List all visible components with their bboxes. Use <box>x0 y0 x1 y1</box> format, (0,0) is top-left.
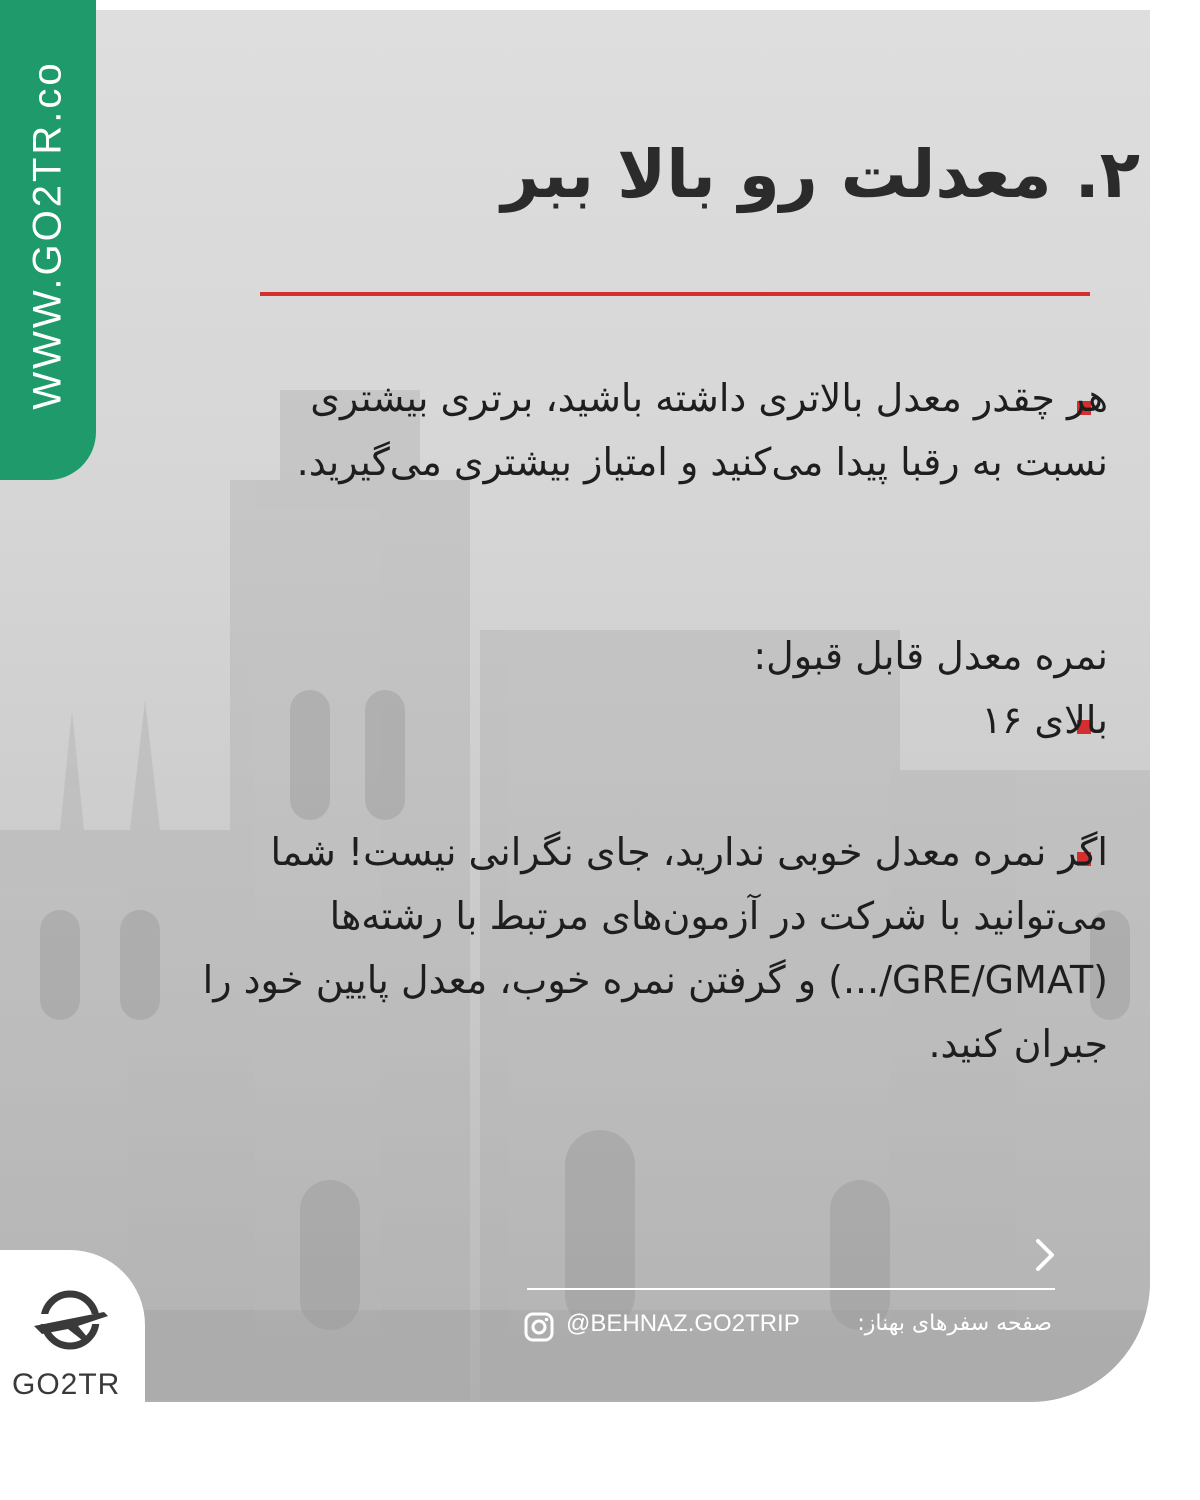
instagram-handle[interactable]: @BEHNAZ.GO2TRIP <box>566 1310 800 1337</box>
chevron-right-icon[interactable] <box>1030 1237 1060 1273</box>
acceptable-gpa-label: نمره معدل قابل قبول: <box>753 634 1108 678</box>
footer-divider <box>527 1288 1055 1290</box>
logo-text: GO2TR <box>12 1368 121 1401</box>
page-title: ۲. معدلت رو بالا ببر <box>501 136 1140 213</box>
paragraph-gpa-advantage: هر چقدر معدل بالاتری داشته باشید، برتری بیشتری نسبت به رقبا پیدا می‌کنید و امتیاز بیشتری می‌گیرید. <box>296 376 1108 484</box>
footer-label: صفحه سفرهای بهناز: <box>857 1311 1052 1336</box>
website-url: WWW.GO2TR.co <box>25 60 70 410</box>
website-side-tab[interactable] <box>0 0 96 480</box>
instagram-icon[interactable] <box>524 1312 554 1342</box>
paragraph-gpa-compensation: اگر نمره معدل خوبی ندارید، جای نگرانی نیست! شما می‌توانید با شرکت در آزمون‌های مرتبط با رشته‌ها (GRE/GMAT/...) و گرفتن نمره خوب، معدل پایین خود را جبران کنید. <box>202 830 1108 1066</box>
plane-globe-icon <box>28 1286 112 1356</box>
acceptable-gpa-value: بالای ۱۶ <box>981 698 1108 742</box>
title-divider <box>260 292 1090 296</box>
